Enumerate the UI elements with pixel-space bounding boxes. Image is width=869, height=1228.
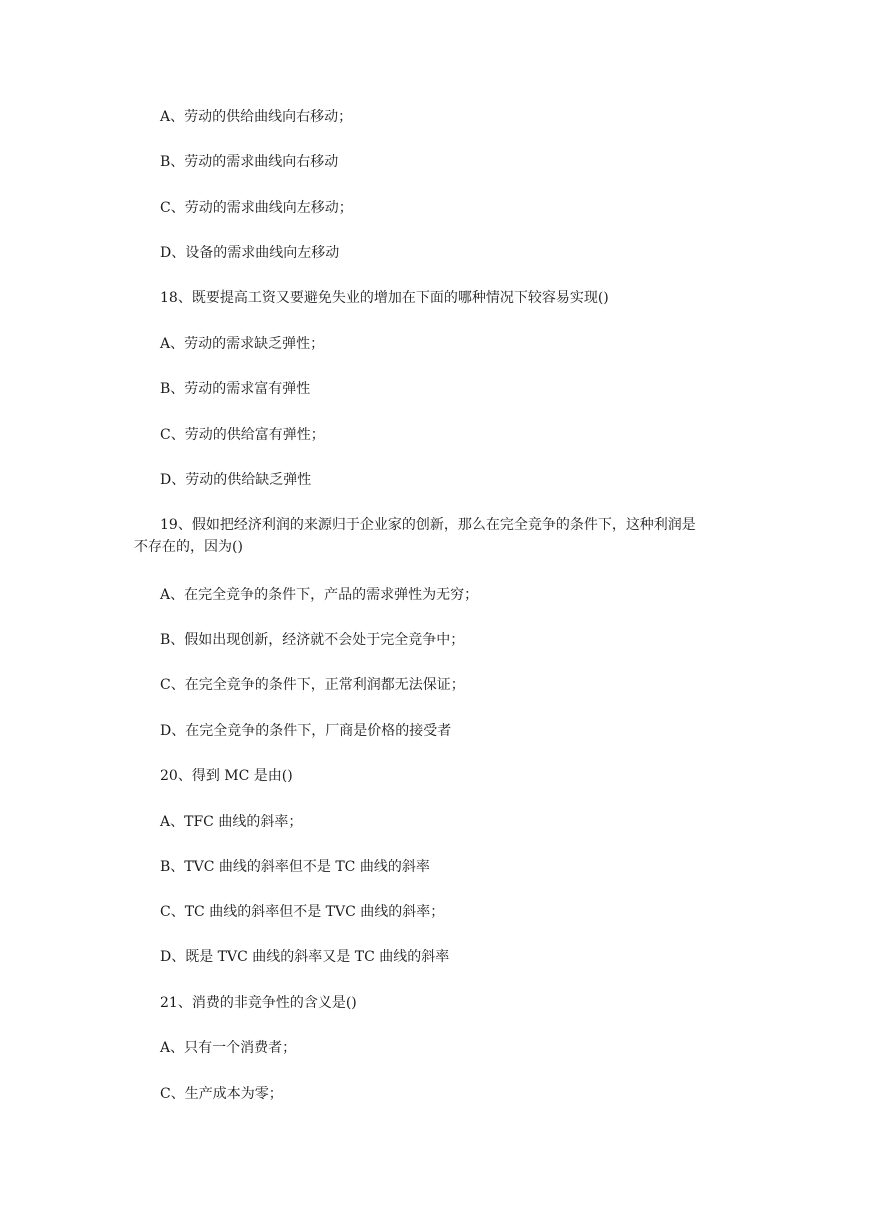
option-19d: D、在完全竞争的条件下，厂商是价格的接受者: [160, 723, 452, 739]
option-20b: B、TVC 曲线的斜率但不是 TC 曲线的斜率: [160, 859, 430, 875]
option-18d: D、劳动的供给缺乏弹性: [160, 472, 312, 488]
question-19-line-2: 不存在的，因为(): [134, 539, 243, 555]
question-20: 20、得到 MC 是由(): [160, 768, 293, 784]
option-18c: C、劳动的供给富有弹性；: [160, 427, 325, 443]
option-20c: C、TC 曲线的斜率但不是 TVC 曲线的斜率；: [160, 904, 445, 920]
option-21c: C、生产成本为零；: [160, 1086, 283, 1102]
option-19c: C、在完全竞争的条件下，正常利润都无法保证；: [160, 677, 465, 693]
option-17a: A、劳动的供给曲线向右移动；: [160, 109, 353, 125]
option-18b: B、劳动的需求富有弹性: [160, 381, 311, 397]
question-19-line-1: 19、假如把经济利润的来源归于企业家的创新，那么在完全竞争的条件下，这种利润是: [160, 517, 696, 533]
question-19: [134, 514, 754, 558]
option-20a: A、TFC 曲线的斜率；: [160, 814, 303, 830]
option-20d: D、既是 TVC 曲线的斜率又是 TC 曲线的斜率: [160, 949, 450, 965]
option-19a: A、在完全竞争的条件下，产品的需求弹性为无穷；: [160, 587, 479, 603]
question-21: 21、消费的非竞争性的含义是(): [160, 995, 357, 1011]
option-17b: B、劳动的需求曲线向右移动: [160, 154, 339, 170]
option-17c: C、劳动的需求曲线向左移动；: [160, 200, 353, 216]
option-21a: A、只有一个消费者；: [160, 1040, 297, 1056]
option-17d: D、设备的需求曲线向左移动: [160, 245, 340, 261]
option-18a: A、劳动的需求缺乏弹性；: [160, 336, 325, 352]
option-19b: B、假如出现创新，经济就不会处于完全竞争中；: [160, 632, 465, 648]
question-18: 18、既要提高工资又要避免失业的增加在下面的哪种情况下较容易实现(): [160, 290, 609, 306]
